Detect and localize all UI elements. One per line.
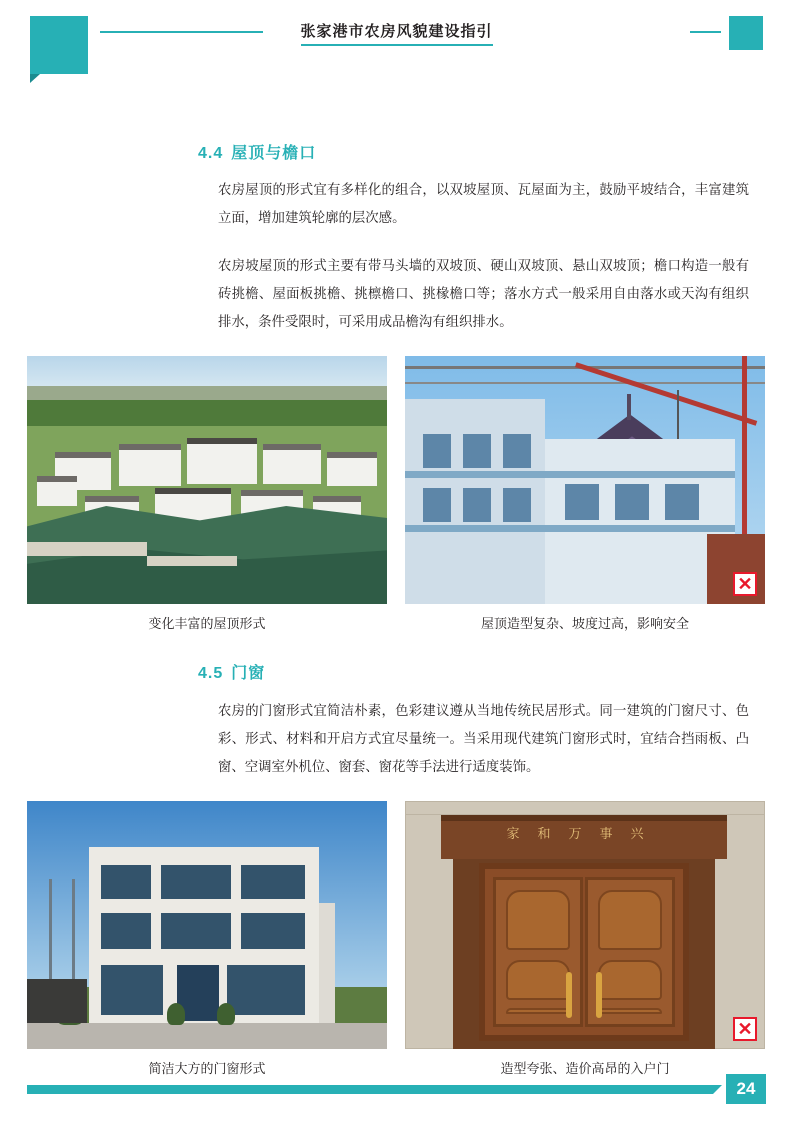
section-heading [198, 140, 793, 163]
section-paragraph: 农房坡屋顶的形式主要有带马头墙的双坡顶、硬山双坡顶、悬山双坡顶；檐口构造一般有砖挑檐、屋面板挑檐、挑檩檐口、挑椽檐口等；落水方式一般采用自由落水或天沟有组织排水，条件受限时，可采用成品檐沟有组织排水。 [218, 258, 749, 330]
page-header [0, 0, 793, 92]
header-title-underline [301, 44, 493, 46]
header-rule-right [690, 31, 721, 33]
page-content [0, 140, 793, 1077]
section-heading [198, 660, 793, 683]
page-footer [0, 1052, 793, 1122]
figure-row [0, 356, 793, 632]
negative-example-badge: ✕ [733, 572, 757, 596]
figure-row [0, 801, 793, 1077]
figure-image-aerial-village [27, 356, 387, 604]
section-doors-and-windows [0, 660, 793, 1076]
figure [27, 801, 387, 1077]
header-title: 张家港市农房风貌建设指引 [300, 23, 493, 40]
section-roof-and-eaves [0, 140, 793, 632]
figure-image-complex-roof [405, 356, 765, 604]
section-name: 门窗 [231, 665, 266, 683]
figure-caption: 屋顶造型复杂、坡度过高，影响安全 [480, 616, 689, 632]
figure-image-modern-villa [27, 801, 387, 1049]
figure-caption: 造型夸张、造价高昂的入户门 [500, 1060, 670, 1076]
figure [27, 356, 387, 632]
footer-bar [27, 1085, 713, 1094]
page-number: 24 [726, 1074, 766, 1104]
figure-image-ornate-door [405, 801, 765, 1049]
figure [405, 356, 765, 632]
header-decor-square-right [729, 16, 763, 50]
figure-caption: 简洁大方的门窗形式 [148, 1060, 266, 1076]
negative-example-badge: ✕ [733, 1017, 757, 1041]
section-number: 4.5 [198, 665, 224, 683]
figure-caption: 变化丰富的屋顶形式 [148, 616, 266, 632]
section-number: 4.4 [198, 145, 224, 162]
door-plaque-text: 家和万事兴 [506, 825, 662, 841]
section-paragraph: 农房的门窗形式宜简洁朴素，色彩建议遵从当地传统民居形式。同一建筑的门窗尺寸、色彩、形式、材料和开启方式宜尽量统一。当采用现代建筑门窗形式时，宜结合挡雨板、凸窗、空调室外机位、窗套、窗花等手法进行适度装饰。 [218, 702, 749, 774]
section-paragraph: 农房屋顶的形式宜有多样化的组合，以双坡屋顶、瓦屋面为主，鼓励平坡结合，丰富建筑立面，增加建筑轮廓的层次感。 [218, 182, 749, 226]
figure [405, 801, 765, 1077]
section-name: 屋顶与檐口 [231, 145, 317, 162]
